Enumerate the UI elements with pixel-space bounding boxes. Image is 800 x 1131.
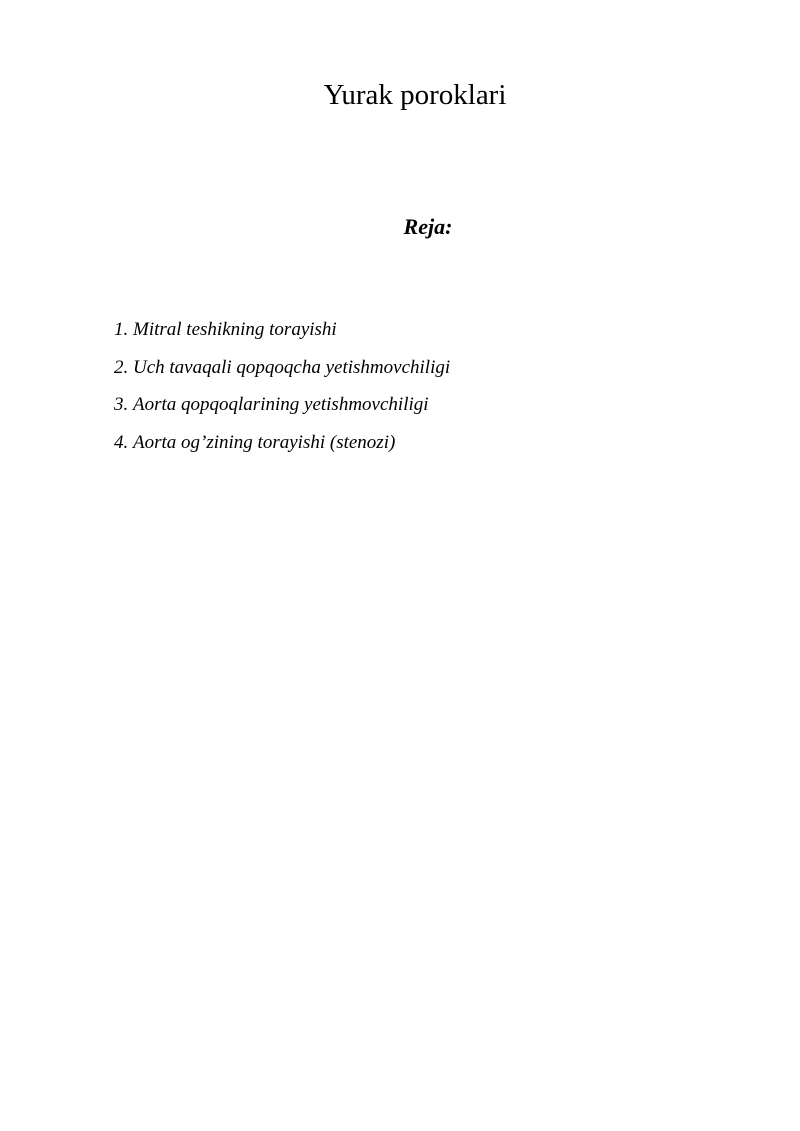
plan-item-text: Mitral teshikning torayishi — [133, 319, 337, 340]
plan-item — [114, 393, 450, 431]
plan-item-number: 4. — [114, 432, 129, 454]
plan-item-text: Aorta og’zining torayishi (stenozi) — [133, 432, 396, 454]
plan-item-number: 1. — [114, 319, 129, 340]
plan-heading: Reja: — [403, 214, 453, 239]
plan-item-number: 3. — [114, 394, 129, 416]
plan-item — [114, 356, 450, 394]
document-title: Yurak poroklari — [323, 79, 507, 111]
plan-item — [114, 431, 450, 469]
plan-list — [114, 318, 450, 469]
plan-item-text: Uch tavaqali qopqoqcha yetishmovchiligi — [133, 356, 451, 378]
plan-item — [114, 318, 450, 356]
plan-item-number: 2. — [114, 356, 129, 378]
plan-item-text: Aorta qopqoqlarining yetishmovchiligi — [133, 394, 429, 416]
